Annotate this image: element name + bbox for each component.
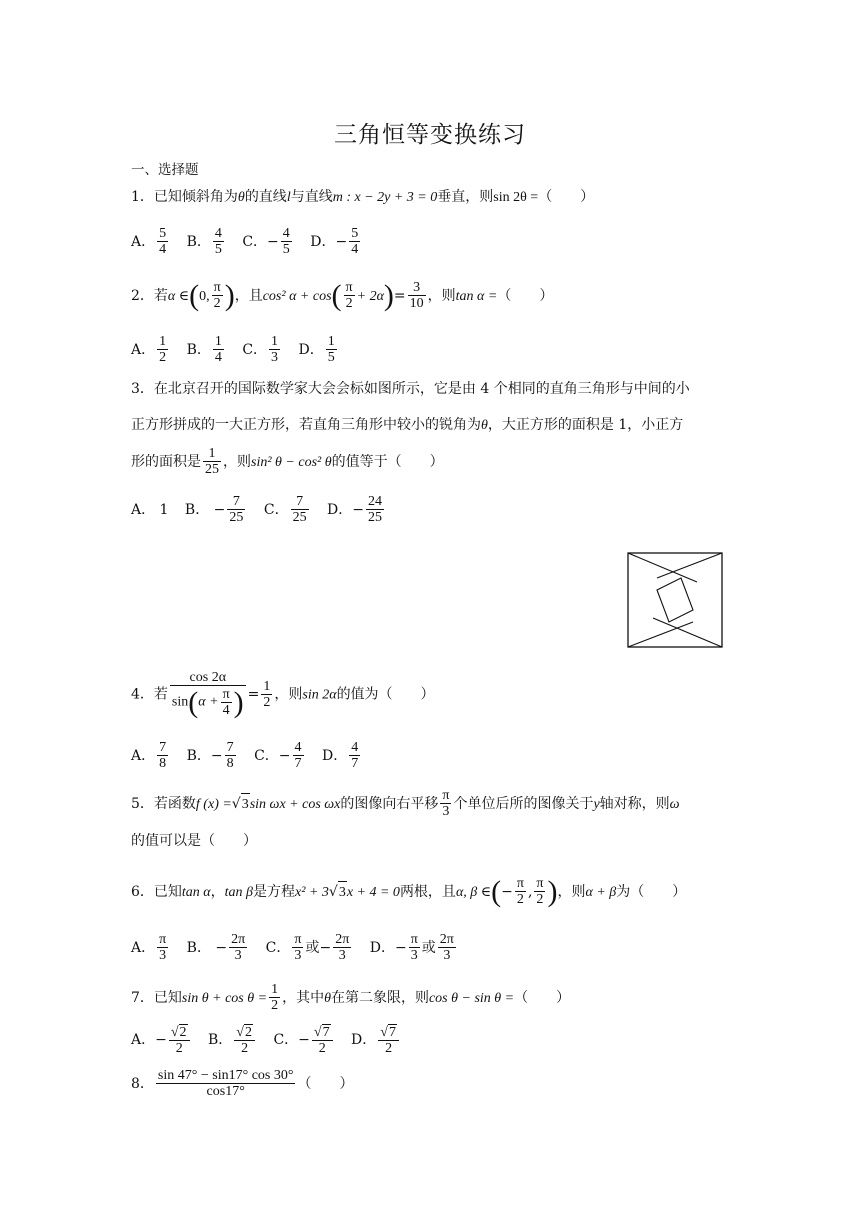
option-b: B．− $\frac{7}{8}$ bbox=[186, 740, 234, 772]
question-7: 7．已知sin θ + cos θ = $\frac{1}{2}$ ，其中θ在第二象限，则cos θ − sin θ =（ ） bbox=[131, 982, 571, 1014]
option-c: C．− $\frac{4}{7}$ bbox=[254, 740, 302, 772]
option-c: C． $\frac{7}{25}$ bbox=[263, 494, 307, 526]
question-1: 1．已知倾斜角为θ的直线l与直线m : x − 2y + 3 = 0垂直，则sin 2θ =（ ） bbox=[131, 189, 595, 205]
triangle-edge bbox=[653, 618, 722, 647]
question-7-options bbox=[131, 1024, 413, 1057]
option-a: A． $\frac{1}{2}$ bbox=[131, 334, 167, 366]
triangle-edge bbox=[628, 553, 697, 582]
question-6: 6．已知tan α，tan β是方程x² + 3√3x + 4 = 0两根，且α, β ∈(− $\frac{\pi}{2}$ , $\frac{\pi}{2}$ )，则α + β为（ ） bbox=[131, 874, 687, 908]
option-d: D．− $\frac{5}{4}$ bbox=[310, 226, 359, 258]
inner-square bbox=[657, 578, 693, 622]
triangle-edge bbox=[657, 553, 722, 578]
section-heading: 一、选择题 bbox=[131, 162, 199, 178]
option-a: A． 1 bbox=[131, 501, 169, 518]
question-5-line-2: 的值可以是（ ） bbox=[131, 833, 257, 849]
option-d: D．− $\frac{\pi}{3}$ 或 $\frac{2\pi}{3}$ bbox=[369, 932, 454, 964]
option-d: D． $\frac{1}{5}$ bbox=[298, 334, 335, 366]
question-4: 4．若 cos 2α sin(α + $\frac{\pi}{4}$ ) = $\frac{1}{2}$ ，则sin 2α的值为（ ） bbox=[131, 670, 435, 720]
question-8: 8． $\frac{\sin 47^\circ - \sin 17^\circ \cos 30^\circ}{\cos 17^\circ}$ （ ） bbox=[131, 1068, 354, 1100]
question-6-options bbox=[131, 932, 470, 964]
question-3-options bbox=[131, 494, 398, 526]
question-3-line-1: 3．在北京召开的国际数学家大会会标如图所示，它是由 4 个相同的直角三角形与中间的小 bbox=[131, 381, 690, 397]
option-d: D． $\frac{√7}{2}$ bbox=[351, 1032, 401, 1048]
option-d: D．− $\frac{24}{25}$ bbox=[327, 494, 382, 526]
option-d: D． $\frac{4}{7}$ bbox=[321, 740, 359, 772]
option-c: C． $\frac{1}{3}$ bbox=[242, 334, 279, 366]
option-b: B． $\frac{4}{5}$ bbox=[186, 226, 222, 258]
option-b: B． − $\frac{2\pi}{3}$ bbox=[186, 932, 246, 964]
triangle-edge bbox=[628, 622, 693, 647]
option-c: C． $\frac{\pi}{3}$ 或− $\frac{2\pi}{3}$ bbox=[265, 932, 350, 964]
question-5: 5．若函数f (x) =√3sin ωx + cos ωx的图像向右平移 $\frac{\pi}{3}$ 个单位后所的图像关于y轴对称，则ω bbox=[131, 788, 680, 820]
question-4-options bbox=[131, 740, 374, 772]
option-c: C．− $\frac{4}{5}$ bbox=[242, 226, 290, 258]
question-3-line-3: 形的面积是 $\frac{1}{25}$ ，则sin² θ − cos² θ的值等于（ ） bbox=[131, 446, 444, 478]
pinwheel-square-diagram bbox=[627, 552, 723, 648]
question-2-options bbox=[131, 334, 351, 366]
question-1-options bbox=[131, 226, 374, 258]
option-a: A．− $\frac{√2}{2}$ bbox=[131, 1032, 192, 1048]
question-2: 2．若α ∈(0, $\frac{\pi}{2}$ )，且cos² α + cos( $\frac{\pi}{2}$ + 2α)= $\frac{3}{10}$ ，则tan α =（ ） bbox=[131, 278, 554, 312]
option-a: A． $\frac{\pi}{3}$ bbox=[131, 932, 167, 964]
question-3-line-2: 正方形拼成的一大正方形，若直角三角形中较小的锐角为θ，大正方形的面积是 1，小正方 bbox=[131, 417, 684, 433]
option-b: B． − $\frac{7}{25}$ bbox=[184, 494, 244, 526]
option-b: B． $\frac{1}{4}$ bbox=[186, 334, 222, 366]
document-title: 三角恒等变换练习 bbox=[334, 122, 526, 148]
outer-square bbox=[628, 553, 722, 647]
option-a: A． $\frac{5}{4}$ bbox=[131, 226, 167, 258]
option-c: C．− $\frac{√7}{2}$ bbox=[273, 1032, 334, 1048]
option-b: B． $\frac{√2}{2}$ bbox=[208, 1032, 257, 1048]
option-a: A． $\frac{7}{8}$ bbox=[131, 740, 167, 772]
